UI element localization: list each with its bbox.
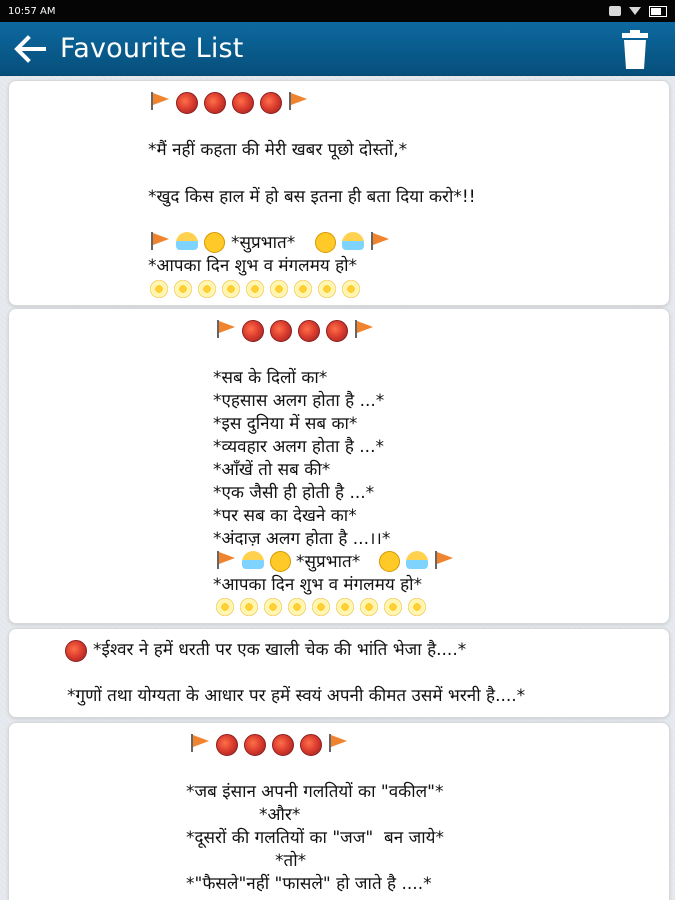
- favourite-card[interactable]: [8, 628, 670, 718]
- sunrise-icon: [242, 551, 264, 569]
- message-line: *आँखें तो सब की*: [213, 460, 331, 480]
- rose-icon: [204, 92, 226, 114]
- flower-icon: [312, 598, 330, 616]
- flower-icon: [264, 598, 282, 616]
- decorative-emoji-row: [190, 734, 348, 756]
- flower-icon: [198, 280, 216, 298]
- message-line: *व्यवहार अलग होता है ...*: [213, 437, 384, 457]
- battery-icon: [649, 6, 667, 17]
- rose-icon: [65, 640, 87, 662]
- sunrise-icon: [176, 232, 198, 250]
- back-arrow-icon: [12, 35, 48, 63]
- flag-icon: [354, 320, 374, 338]
- favourite-card[interactable]: [8, 308, 670, 624]
- message-line: *खुद किस हाल में हो बस इतना ही बता दिया करो*!!: [148, 187, 476, 207]
- message-line: *आपका दिन शुभ व मंगलमय हो*: [213, 575, 423, 595]
- rose-icon: [260, 92, 282, 114]
- trash-icon: [613, 28, 657, 72]
- decorative-emoji-row: [216, 598, 426, 616]
- greeting-face-icon: [315, 232, 336, 253]
- rose-icon: [216, 734, 238, 756]
- greeting-line: *सुप्रभात*: [231, 233, 296, 253]
- flag-icon: [150, 92, 170, 110]
- message-line: *मैं नहीं कहता की मेरी खबर पूछो दोस्तों,*: [148, 140, 408, 160]
- message-line: *तो*: [275, 851, 307, 871]
- rose-icon: [242, 320, 264, 342]
- status-time: 10:57 AM: [8, 5, 56, 17]
- flag-icon: [190, 734, 210, 752]
- favourite-card[interactable]: [8, 80, 670, 306]
- flower-icon: [342, 280, 360, 298]
- greeting-face-icon: [270, 551, 291, 572]
- sunrise-icon: [342, 232, 364, 250]
- rose-icon: [270, 320, 292, 342]
- message-line: *एहसास अलग होता है ...*: [213, 391, 385, 411]
- decorative-emoji-row: [216, 551, 291, 572]
- message-line: *आपका दिन शुभ व मंगलमय हो*: [148, 256, 358, 276]
- flag-icon: [370, 232, 390, 250]
- flower-icon: [318, 280, 336, 298]
- message-line: *गुणों तथा योग्यता के आधार पर हमें स्वयं अपनी कीमत उसमें भरनी है....*: [67, 686, 526, 706]
- message-line: *दूसरों की गलतियों का "जज" बन जाये*: [186, 828, 444, 848]
- greeting-face-icon: [204, 232, 225, 253]
- flower-icon: [222, 280, 240, 298]
- decorative-emoji-row: [150, 232, 225, 253]
- message-line: *सब के दिलों का*: [213, 368, 328, 388]
- flower-icon: [384, 598, 402, 616]
- message-line: *पर सब का देखने का*: [213, 506, 357, 526]
- message-line: *और*: [259, 805, 301, 825]
- rose-icon: [232, 92, 254, 114]
- decorative-emoji-row: [379, 551, 454, 572]
- message-line: *ईश्वर ने हमें धरती पर एक खाली चेक की भांति भेजा है....*: [93, 640, 467, 660]
- message-line: *जब इंसान अपनी गलतियों का "वकील"*: [186, 782, 444, 802]
- app-bar: [0, 22, 675, 76]
- flower-icon: [360, 598, 378, 616]
- flower-icon: [408, 598, 426, 616]
- flower-icon: [294, 280, 312, 298]
- flag-icon: [216, 320, 236, 338]
- flag-icon: [150, 232, 170, 250]
- greeting-line: *सुप्रभात*: [296, 552, 361, 572]
- status-bar: [0, 0, 675, 22]
- rose-icon: [298, 320, 320, 342]
- flag-icon: [434, 551, 454, 569]
- flag-icon: [216, 551, 236, 569]
- decorative-emoji-row: [216, 320, 374, 342]
- wifi-icon: [629, 7, 641, 15]
- flag-icon: [288, 92, 308, 110]
- decorative-emoji-row: [150, 92, 308, 114]
- flower-icon: [216, 598, 234, 616]
- flower-icon: [288, 598, 306, 616]
- flower-icon: [336, 598, 354, 616]
- flower-icon: [174, 280, 192, 298]
- delete-button[interactable]: [613, 28, 657, 72]
- page-title: Favourite List: [60, 33, 244, 64]
- rose-icon: [300, 734, 322, 756]
- decorative-emoji-row: [315, 232, 390, 253]
- message-line: *अंदाज़ अलग होता है ...।।*: [213, 529, 391, 549]
- favourite-list[interactable]: [0, 76, 675, 900]
- greeting-face-icon: [379, 551, 400, 572]
- back-button[interactable]: [0, 22, 60, 76]
- status-icons: [609, 6, 667, 17]
- message-line: *"फैसले"नहीं "फासले" हो जाते है ....*: [186, 874, 432, 894]
- message-line: *एक जैसी ही होती है ...*: [213, 483, 375, 503]
- sunrise-icon: [406, 551, 428, 569]
- flag-icon: [328, 734, 348, 752]
- flower-icon: [246, 280, 264, 298]
- flower-icon: [150, 280, 168, 298]
- rose-icon: [244, 734, 266, 756]
- flower-icon: [240, 598, 258, 616]
- rose-icon: [176, 92, 198, 114]
- rose-icon: [272, 734, 294, 756]
- favourite-card[interactable]: [8, 722, 670, 900]
- flower-icon: [270, 280, 288, 298]
- rose-icon: [326, 320, 348, 342]
- signal-icon: [609, 6, 621, 16]
- message-line: *इस दुनिया में सब का*: [213, 414, 358, 434]
- decorative-emoji-row: [150, 280, 360, 298]
